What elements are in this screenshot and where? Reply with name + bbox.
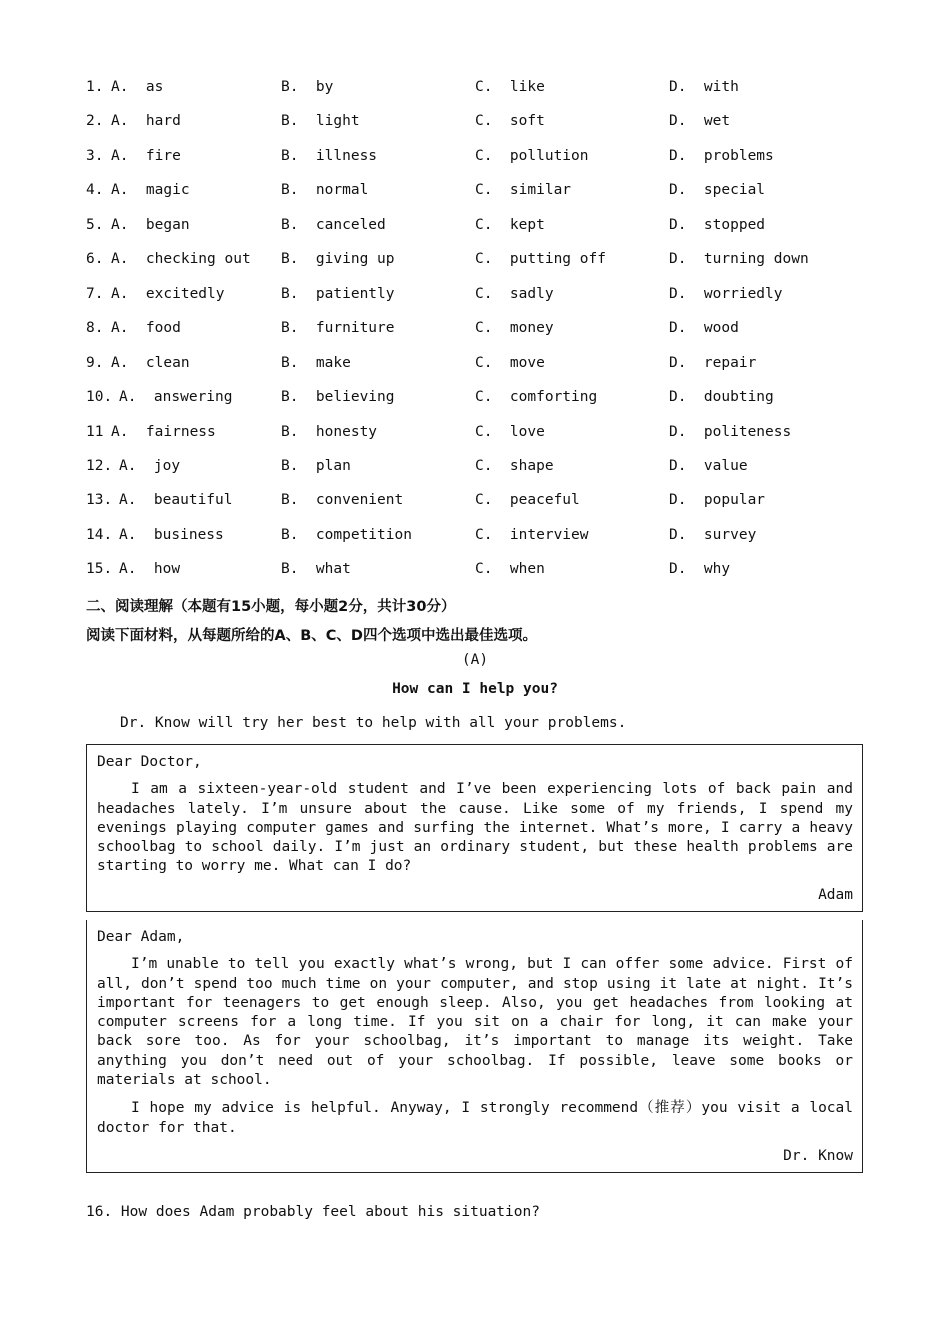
option-a: A. began xyxy=(111,216,190,233)
option-d: D. popular xyxy=(669,492,766,509)
question-number: 2. xyxy=(86,113,104,130)
option-row xyxy=(0,561,950,581)
question-number: 13. xyxy=(86,492,113,509)
option-c: C. like xyxy=(475,79,545,95)
passage-intro: Dr. Know will try her best to help with all your problems. xyxy=(120,715,627,731)
option-a: A. fire xyxy=(111,147,181,164)
option-c: C. shape xyxy=(475,457,554,474)
option-b: B. illness xyxy=(281,147,378,164)
option-a: A. how xyxy=(119,561,181,578)
passage-title: How can I help you? xyxy=(392,681,558,697)
option-d: D. politeness xyxy=(669,423,792,440)
option-c: C. comforting xyxy=(475,389,598,406)
option-c: C. interview xyxy=(475,526,589,543)
option-b: B. plan xyxy=(281,457,351,474)
option-c: C. pollution xyxy=(475,147,589,164)
option-b: B. normal xyxy=(281,182,369,199)
option-c: C. kept xyxy=(475,216,545,233)
option-c: C. peaceful xyxy=(475,492,580,509)
question-number: 4. xyxy=(86,182,104,199)
letter-paragraph: I hope my advice is helpful. Anyway, I strongly recommend（推荐）you visit a local doctor for that. xyxy=(97,1100,853,1136)
option-c: C. soft xyxy=(475,113,545,130)
option-row xyxy=(0,79,950,99)
question-16: 16. How does Adam probably feel about his situation? xyxy=(86,1204,540,1220)
option-b: B. giving up xyxy=(281,251,395,268)
option-c: C. putting off xyxy=(475,251,606,268)
option-b: B. furniture xyxy=(281,320,395,337)
option-a: A. hard xyxy=(111,113,181,130)
question-number: 9. xyxy=(86,354,104,371)
question-number: 8. xyxy=(86,320,104,337)
option-row xyxy=(0,320,950,340)
option-c: C. similar xyxy=(475,182,572,199)
option-row xyxy=(0,355,950,375)
letter-salutation: Dear Adam, xyxy=(97,929,185,945)
option-a: A. magic xyxy=(111,182,190,199)
option-d: D. survey xyxy=(669,526,757,543)
option-row xyxy=(0,113,950,133)
option-c: C. love xyxy=(475,423,545,440)
option-row xyxy=(0,424,950,444)
letter-signature: Adam xyxy=(818,886,853,903)
option-d: D. value xyxy=(669,457,748,474)
option-d: D. special xyxy=(669,182,766,199)
letter-from-dr-know xyxy=(86,920,863,1173)
letter-paragraph: I am a sixteen-year-old student and I’ve been experiencing lots of back pain and headaches lately. I’m unsure about the cause. Like some of my friends, I spend my evenings playing computer games and surfing the internet. What’s more, I carry a heavy schoolbag to school daily. I’m just an ordinary student, but these health problems are starting to worry me. What can I do? xyxy=(97,781,853,875)
option-b: B. make xyxy=(281,354,351,371)
option-d: D. worriedly xyxy=(669,285,783,302)
option-a: A. beautiful xyxy=(119,492,233,509)
option-d: D. stopped xyxy=(669,216,766,233)
option-a: A. business xyxy=(119,526,224,543)
option-a: A. fairness xyxy=(111,423,216,440)
question-number: 14. xyxy=(86,526,113,543)
letter-signature: Dr. Know xyxy=(783,1147,853,1164)
option-b: B. canceled xyxy=(281,216,386,233)
option-a: A. joy xyxy=(119,457,181,474)
option-row xyxy=(0,389,950,409)
question-number: 10. xyxy=(86,389,113,406)
option-b: B. by xyxy=(281,79,334,95)
section-instruction: 阅读下面材料，从每题所给的A、B、C、D四个选项中选出最佳选项。 xyxy=(86,628,537,644)
letter-paragraph: I’m unable to tell you exactly what’s wrong, but I can offer some advice. First of all, don’t spend too much time on your computer, and stop using it late at night. It’s important for teenagers to get enough sleep. Also, you get headaches from looking at computer screens for a long time. If you sit on a chair for long, it can make your back sore too. As for your schoolbag, it’s important to manage its weight. Take anything you don’t need out of your schoolbag. If possible, leave some books or materials at school. xyxy=(97,956,853,1089)
option-row xyxy=(0,492,950,512)
option-b: B. believing xyxy=(281,389,395,406)
option-d: D. doubting xyxy=(669,389,774,406)
option-a: A. clean xyxy=(111,354,190,371)
option-c: C. money xyxy=(475,320,554,337)
question-number: 7. xyxy=(86,285,104,302)
option-c: C. when xyxy=(475,561,545,578)
option-b: B. honesty xyxy=(281,423,378,440)
question-number: 12. xyxy=(86,457,113,474)
option-row xyxy=(0,182,950,202)
section-title: 二、阅读理解（本题有15小题，每小题2分，共计30分） xyxy=(86,599,456,615)
option-d: D. turning down xyxy=(669,251,809,268)
option-row xyxy=(0,286,950,306)
letter-from-adam xyxy=(86,744,863,912)
option-b: B. competition xyxy=(281,526,412,543)
question-number: 6. xyxy=(86,251,104,268)
option-a: A. checking out xyxy=(111,251,251,268)
option-row xyxy=(0,458,950,478)
option-b: B. light xyxy=(281,113,360,130)
option-row xyxy=(0,217,950,237)
option-d: D. problems xyxy=(669,147,774,164)
option-b: B. what xyxy=(281,561,351,578)
option-d: D. with xyxy=(669,79,739,95)
option-d: D. wet xyxy=(669,113,731,130)
option-row xyxy=(0,148,950,168)
question-number: 15. xyxy=(86,561,113,578)
option-a: A. as xyxy=(111,79,164,95)
letter-salutation: Dear Doctor, xyxy=(97,754,202,770)
option-d: D. why xyxy=(669,561,731,578)
option-d: D. repair xyxy=(669,354,757,371)
question-number: 1. xyxy=(86,79,104,95)
option-row xyxy=(0,527,950,547)
option-a: A. excitedly xyxy=(111,285,225,302)
option-a: A. food xyxy=(111,320,181,337)
option-c: C. move xyxy=(475,354,545,371)
option-b: B. convenient xyxy=(281,492,404,509)
option-a: A. answering xyxy=(119,389,233,406)
question-number: 3. xyxy=(86,147,104,164)
question-number: 11 xyxy=(86,423,104,440)
option-row xyxy=(0,251,950,271)
passage-label: (A) xyxy=(461,652,489,668)
option-d: D. wood xyxy=(669,320,739,337)
option-c: C. sadly xyxy=(475,285,554,302)
question-number: 5. xyxy=(86,216,104,233)
option-b: B. patiently xyxy=(281,285,395,302)
